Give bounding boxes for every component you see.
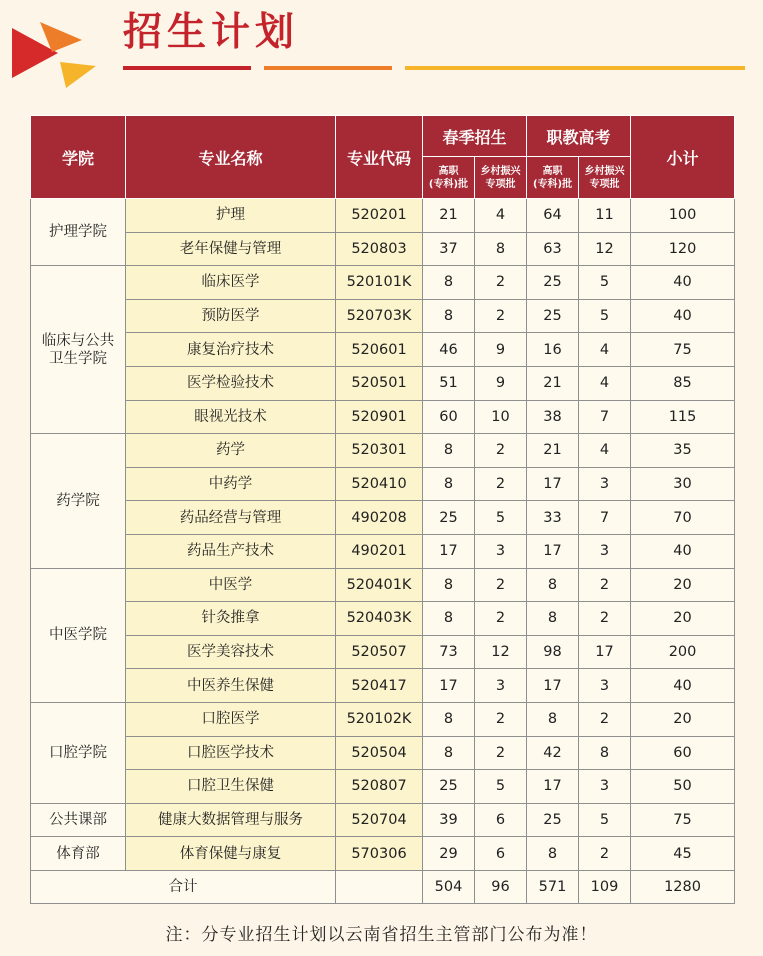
spring-gaozhi-cell: 37 xyxy=(423,232,475,266)
voc-xiangcun-cell: 12 xyxy=(579,232,631,266)
voc-xiangcun-cell: 4 xyxy=(579,366,631,400)
voc-gaozhi-cell: 42 xyxy=(527,736,579,770)
page-title: 招生计划 xyxy=(123,10,300,55)
voc-xiangcun-cell: 11 xyxy=(579,199,631,233)
header-vocational: 职教高考 xyxy=(527,116,631,157)
code-cell: 520410 xyxy=(336,467,423,501)
totals-row xyxy=(31,870,735,904)
table-row xyxy=(31,602,735,636)
spring-gaozhi-cell: 46 xyxy=(423,333,475,367)
spring-gaozhi-cell: 29 xyxy=(423,837,475,871)
totals-spring-gaozhi: 504 xyxy=(423,870,475,904)
table-row xyxy=(31,568,735,602)
college-cell: 药学院 xyxy=(31,434,126,568)
spring-xiangcun-cell: 5 xyxy=(475,770,527,804)
code-cell: 490208 xyxy=(336,501,423,535)
voc-xiangcun-cell: 5 xyxy=(579,299,631,333)
table-row xyxy=(31,635,735,669)
voc-gaozhi-cell: 8 xyxy=(527,837,579,871)
header-total: 小计 xyxy=(631,116,735,199)
voc-xiangcun-cell: 3 xyxy=(579,534,631,568)
enrollment-plan-table xyxy=(30,115,735,904)
code-cell: 520301 xyxy=(336,434,423,468)
code-cell: 520807 xyxy=(336,770,423,804)
voc-xiangcun-cell: 17 xyxy=(579,635,631,669)
table-row xyxy=(31,434,735,468)
subtotal-cell: 20 xyxy=(631,702,735,736)
voc-xiangcun-cell: 2 xyxy=(579,602,631,636)
voc-gaozhi-cell: 98 xyxy=(527,635,579,669)
voc-gaozhi-cell: 21 xyxy=(527,366,579,400)
spring-xiangcun-cell: 2 xyxy=(475,736,527,770)
header-major: 专业名称 xyxy=(126,116,336,199)
spring-gaozhi-cell: 39 xyxy=(423,803,475,837)
voc-gaozhi-cell: 8 xyxy=(527,568,579,602)
spring-gaozhi-cell: 8 xyxy=(423,299,475,333)
spring-xiangcun-cell: 6 xyxy=(475,837,527,871)
voc-xiangcun-cell: 2 xyxy=(579,568,631,602)
title-underline-yellow xyxy=(405,66,745,70)
subtotal-cell: 45 xyxy=(631,837,735,871)
totals-grand-total: 1280 xyxy=(631,870,735,904)
spring-gaozhi-cell: 8 xyxy=(423,736,475,770)
major-cell: 口腔医学技术 xyxy=(126,736,336,770)
spring-xiangcun-cell: 8 xyxy=(475,232,527,266)
spring-gaozhi-cell: 8 xyxy=(423,266,475,300)
subtotal-cell: 40 xyxy=(631,299,735,333)
voc-xiangcun-cell: 2 xyxy=(579,837,631,871)
subtotal-cell: 50 xyxy=(631,770,735,804)
table-row xyxy=(31,770,735,804)
college-cell: 体育部 xyxy=(31,837,126,871)
header-voc-gaozhi: 高职 (专科)批 xyxy=(527,157,579,199)
spring-gaozhi-cell: 21 xyxy=(423,199,475,233)
voc-xiangcun-cell: 8 xyxy=(579,736,631,770)
spring-xiangcun-cell: 2 xyxy=(475,467,527,501)
voc-gaozhi-cell: 17 xyxy=(527,534,579,568)
spring-gaozhi-cell: 8 xyxy=(423,602,475,636)
code-cell: 520102K xyxy=(336,702,423,736)
major-cell: 药学 xyxy=(126,434,336,468)
spring-gaozhi-cell: 17 xyxy=(423,534,475,568)
spring-gaozhi-cell: 8 xyxy=(423,467,475,501)
triangle-logo-icon xyxy=(0,0,110,100)
voc-gaozhi-cell: 8 xyxy=(527,602,579,636)
spring-xiangcun-cell: 9 xyxy=(475,333,527,367)
major-cell: 预防医学 xyxy=(126,299,336,333)
subtotal-cell: 40 xyxy=(631,669,735,703)
voc-gaozhi-cell: 17 xyxy=(527,770,579,804)
header-spring-xiangcun: 乡村振兴 专项批 xyxy=(475,157,527,199)
subtotal-cell: 70 xyxy=(631,501,735,535)
code-cell: 520601 xyxy=(336,333,423,367)
voc-xiangcun-cell: 3 xyxy=(579,669,631,703)
title-underline-orange xyxy=(264,66,392,70)
footer-note: 注：分专业招生计划以云南省招生主管部门公布为准！ xyxy=(165,925,598,945)
spring-gaozhi-cell: 8 xyxy=(423,568,475,602)
major-cell: 药品经营与管理 xyxy=(126,501,336,535)
code-cell: 520504 xyxy=(336,736,423,770)
table-row xyxy=(31,501,735,535)
voc-xiangcun-cell: 2 xyxy=(579,702,631,736)
voc-gaozhi-cell: 25 xyxy=(527,803,579,837)
major-cell: 体育保健与康复 xyxy=(126,837,336,871)
college-cell: 临床与公共卫生学院 xyxy=(31,266,126,434)
spring-gaozhi-cell: 17 xyxy=(423,669,475,703)
code-cell: 520403K xyxy=(336,602,423,636)
voc-gaozhi-cell: 17 xyxy=(527,467,579,501)
voc-xiangcun-cell: 3 xyxy=(579,467,631,501)
major-cell: 中医学 xyxy=(126,568,336,602)
table-row xyxy=(31,467,735,501)
header-spring-gaozhi: 高职 (专科)批 xyxy=(423,157,475,199)
voc-xiangcun-cell: 7 xyxy=(579,501,631,535)
major-cell: 健康大数据管理与服务 xyxy=(126,803,336,837)
voc-xiangcun-cell: 5 xyxy=(579,803,631,837)
major-cell: 针灸推拿 xyxy=(126,602,336,636)
spring-xiangcun-cell: 3 xyxy=(475,669,527,703)
table-row xyxy=(31,702,735,736)
college-cell: 护理学院 xyxy=(31,199,126,266)
major-cell: 口腔医学 xyxy=(126,702,336,736)
totals-code-blank xyxy=(336,870,423,904)
college-cell: 公共课部 xyxy=(31,803,126,837)
voc-gaozhi-cell: 33 xyxy=(527,501,579,535)
spring-xiangcun-cell: 2 xyxy=(475,602,527,636)
table-row xyxy=(31,333,735,367)
spring-gaozhi-cell: 73 xyxy=(423,635,475,669)
subtotal-cell: 20 xyxy=(631,602,735,636)
major-cell: 康复治疗技术 xyxy=(126,333,336,367)
subtotal-cell: 35 xyxy=(631,434,735,468)
spring-xiangcun-cell: 4 xyxy=(475,199,527,233)
table-row xyxy=(31,736,735,770)
table-row xyxy=(31,232,735,266)
voc-gaozhi-cell: 25 xyxy=(527,266,579,300)
header-voc-xiangcun: 乡村振兴 专项批 xyxy=(579,157,631,199)
voc-gaozhi-cell: 64 xyxy=(527,199,579,233)
totals-spring-xiangcun: 96 xyxy=(475,870,527,904)
subtotal-cell: 100 xyxy=(631,199,735,233)
spring-gaozhi-cell: 8 xyxy=(423,434,475,468)
title-underline-red xyxy=(123,66,251,70)
major-cell: 中医养生保健 xyxy=(126,669,336,703)
voc-xiangcun-cell: 4 xyxy=(579,434,631,468)
code-cell: 520703K xyxy=(336,299,423,333)
major-cell: 老年保健与管理 xyxy=(126,232,336,266)
code-cell: 520803 xyxy=(336,232,423,266)
voc-gaozhi-cell: 16 xyxy=(527,333,579,367)
table-row xyxy=(31,366,735,400)
subtotal-cell: 200 xyxy=(631,635,735,669)
voc-gaozhi-cell: 8 xyxy=(527,702,579,736)
spring-xiangcun-cell: 3 xyxy=(475,534,527,568)
code-cell: 520704 xyxy=(336,803,423,837)
subtotal-cell: 115 xyxy=(631,400,735,434)
voc-xiangcun-cell: 5 xyxy=(579,266,631,300)
college-cell: 中医学院 xyxy=(31,568,126,702)
spring-gaozhi-cell: 8 xyxy=(423,702,475,736)
subtotal-cell: 30 xyxy=(631,467,735,501)
totals-voc-xiangcun: 109 xyxy=(579,870,631,904)
subtotal-cell: 85 xyxy=(631,366,735,400)
spring-gaozhi-cell: 51 xyxy=(423,366,475,400)
major-cell: 药品生产技术 xyxy=(126,534,336,568)
spring-xiangcun-cell: 5 xyxy=(475,501,527,535)
voc-gaozhi-cell: 21 xyxy=(527,434,579,468)
table-row xyxy=(31,837,735,871)
spring-xiangcun-cell: 12 xyxy=(475,635,527,669)
spring-gaozhi-cell: 25 xyxy=(423,501,475,535)
subtotal-cell: 75 xyxy=(631,803,735,837)
major-cell: 医学检验技术 xyxy=(126,366,336,400)
major-cell: 口腔卫生保健 xyxy=(126,770,336,804)
code-cell: 520201 xyxy=(336,199,423,233)
table-row xyxy=(31,266,735,300)
code-cell: 520901 xyxy=(336,400,423,434)
spring-xiangcun-cell: 10 xyxy=(475,400,527,434)
subtotal-cell: 40 xyxy=(631,266,735,300)
voc-xiangcun-cell: 4 xyxy=(579,333,631,367)
code-cell: 520417 xyxy=(336,669,423,703)
code-cell: 520101K xyxy=(336,266,423,300)
table-row xyxy=(31,803,735,837)
subtotal-cell: 120 xyxy=(631,232,735,266)
college-cell: 口腔学院 xyxy=(31,702,126,803)
header-code: 专业代码 xyxy=(336,116,423,199)
spring-xiangcun-cell: 6 xyxy=(475,803,527,837)
voc-xiangcun-cell: 3 xyxy=(579,770,631,804)
header-college: 学院 xyxy=(31,116,126,199)
subtotal-cell: 75 xyxy=(631,333,735,367)
spring-xiangcun-cell: 9 xyxy=(475,366,527,400)
spring-xiangcun-cell: 2 xyxy=(475,568,527,602)
spring-xiangcun-cell: 2 xyxy=(475,299,527,333)
voc-gaozhi-cell: 25 xyxy=(527,299,579,333)
spring-xiangcun-cell: 2 xyxy=(475,702,527,736)
header-spring: 春季招生 xyxy=(423,116,527,157)
code-cell: 490201 xyxy=(336,534,423,568)
table-row xyxy=(31,299,735,333)
spring-xiangcun-cell: 2 xyxy=(475,266,527,300)
code-cell: 520507 xyxy=(336,635,423,669)
major-cell: 中药学 xyxy=(126,467,336,501)
major-cell: 医学美容技术 xyxy=(126,635,336,669)
subtotal-cell: 20 xyxy=(631,568,735,602)
table-row xyxy=(31,400,735,434)
major-cell: 临床医学 xyxy=(126,266,336,300)
voc-gaozhi-cell: 38 xyxy=(527,400,579,434)
table-row xyxy=(31,669,735,703)
code-cell: 520401K xyxy=(336,568,423,602)
subtotal-cell: 40 xyxy=(631,534,735,568)
spring-gaozhi-cell: 60 xyxy=(423,400,475,434)
major-cell: 护理 xyxy=(126,199,336,233)
spring-gaozhi-cell: 25 xyxy=(423,770,475,804)
code-cell: 520501 xyxy=(336,366,423,400)
subtotal-cell: 60 xyxy=(631,736,735,770)
voc-gaozhi-cell: 17 xyxy=(527,669,579,703)
code-cell: 570306 xyxy=(336,837,423,871)
totals-label: 合计 xyxy=(31,870,336,904)
totals-voc-gaozhi: 571 xyxy=(527,870,579,904)
table-row xyxy=(31,534,735,568)
spring-xiangcun-cell: 2 xyxy=(475,434,527,468)
major-cell: 眼视光技术 xyxy=(126,400,336,434)
table-row xyxy=(31,199,735,233)
voc-xiangcun-cell: 7 xyxy=(579,400,631,434)
voc-gaozhi-cell: 63 xyxy=(527,232,579,266)
